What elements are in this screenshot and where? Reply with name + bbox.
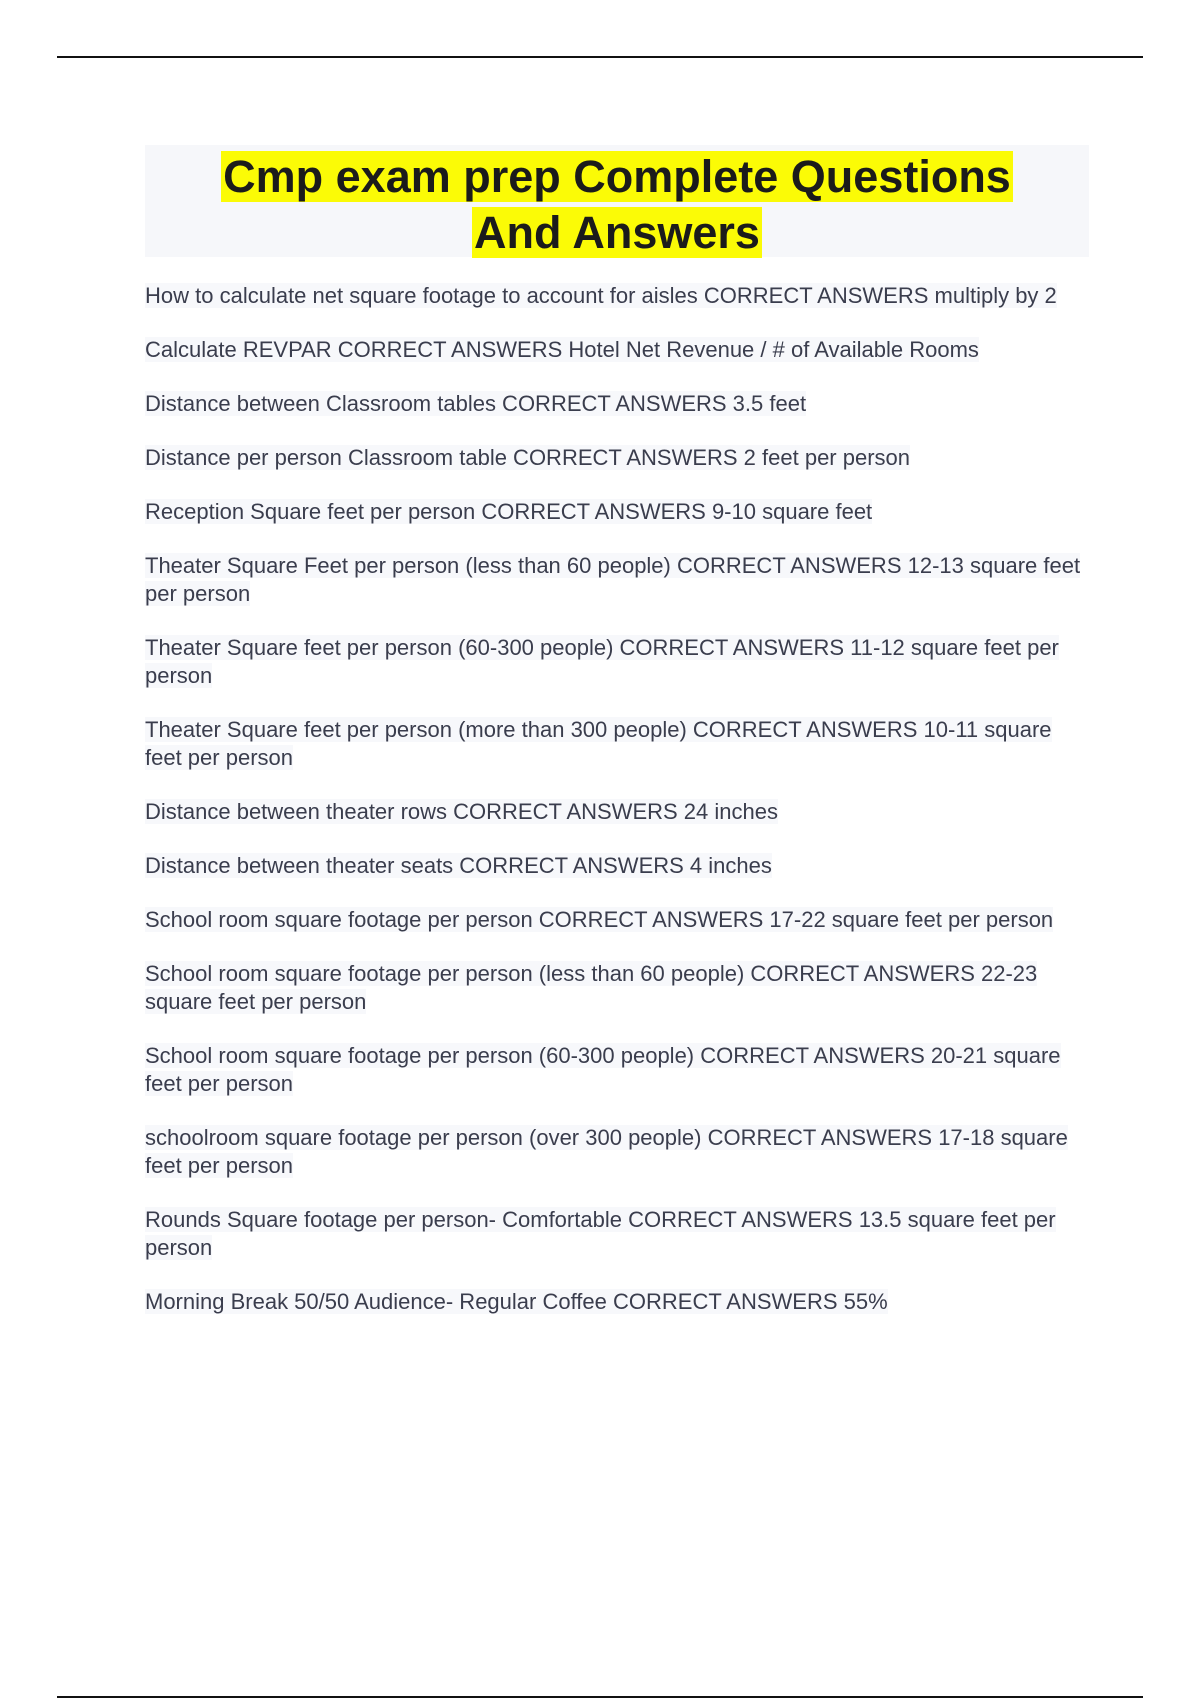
qa-item: Rounds Square footage per person- Comfortable CORRECT ANSWERS 13.5 square feet per person <box>145 1207 1056 1260</box>
qa-item: Theater Square feet per person (60-300 people) CORRECT ANSWERS 11-12 square feet per person <box>145 635 1059 688</box>
qa-item: Calculate REVPAR CORRECT ANSWERS Hotel Net Revenue / # of Available Rooms <box>145 337 979 362</box>
qa-item: Distance per person Classroom table CORRECT ANSWERS 2 feet per person <box>145 445 911 470</box>
qa-item: School room square footage per person (60-300 people) CORRECT ANSWERS 20-21 square feet per person <box>145 1043 1061 1096</box>
qa-item: schoolroom square footage per person (over 300 people) CORRECT ANSWERS 17-18 square feet per person <box>145 1125 1068 1178</box>
qa-item: Distance between theater seats CORRECT ANSWERS 4 inches <box>145 853 772 878</box>
bottom-rule <box>57 1696 1143 1698</box>
qa-item: School room square footage per person (less than 60 people) CORRECT ANSWERS 22-23 square feet per person <box>145 961 1038 1014</box>
top-rule <box>57 56 1143 58</box>
qa-item: Theater Square feet per person (more than 300 people) CORRECT ANSWERS 10-11 square feet per person <box>145 717 1052 770</box>
qa-item: Distance between Classroom tables CORRECT ANSWERS 3.5 feet <box>145 391 807 416</box>
title-line-1: Cmp exam prep Complete Questions <box>223 151 1011 202</box>
title-line-2: And Answers <box>474 207 760 258</box>
qa-item: How to calculate net square footage to account for aisles CORRECT ANSWERS multiply by 2 <box>145 283 1057 308</box>
qa-item: Distance between theater rows CORRECT ANSWERS 24 inches <box>145 799 778 824</box>
qa-item: Theater Square Feet per person (less than 60 people) CORRECT ANSWERS 12-13 square feet per person <box>145 553 1081 606</box>
qa-item: School room square footage per person CORRECT ANSWERS 17-22 square feet per person <box>145 907 1054 932</box>
qa-list <box>145 282 1089 1342</box>
qa-item: Reception Square feet per person CORRECT ANSWERS 9-10 square feet <box>145 499 873 524</box>
qa-item: Morning Break 50/50 Audience- Regular Coffee CORRECT ANSWERS 55% <box>145 1289 888 1314</box>
title-block <box>145 145 1089 257</box>
page-title <box>145 145 1089 261</box>
